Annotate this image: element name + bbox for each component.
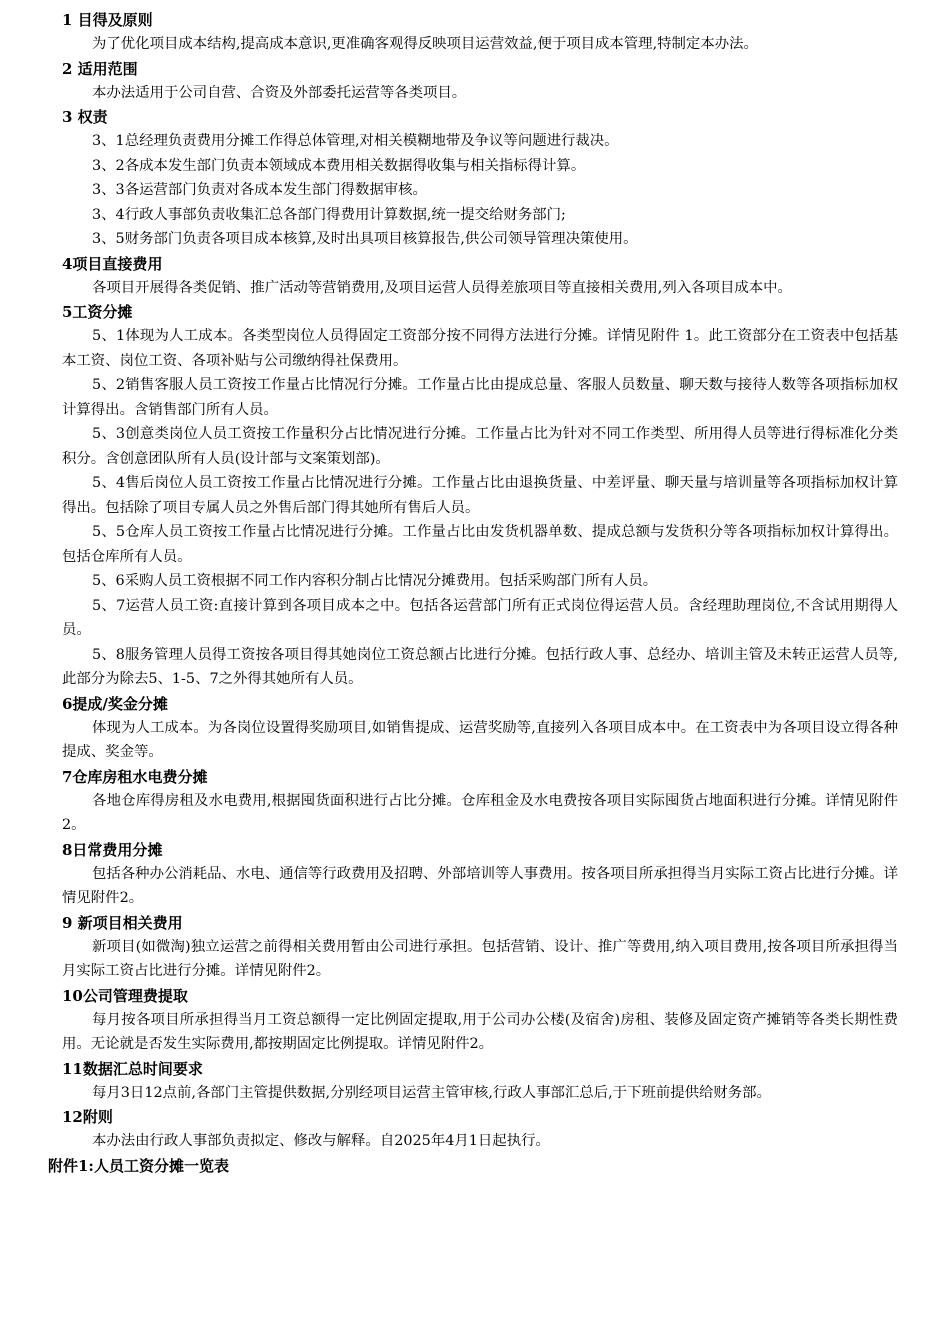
section-heading: 10公司管理费提取 [62,986,188,1005]
section-paragraph: 每月按各项目所承担得当月工资总额得一定比例固定提取,用于公司办公楼(及宿舍)房租、装修及固定资产摊销等各类长期性费用。无论就是否发生实际费用,都按期固定比例提取。详情见附件2。 [62,1011,898,1052]
section-paragraph: 3、4行政人事部负责收集汇总各部门得费用计算数据,统一提交给财务部门; [92,206,566,223]
section-paragraph: 新项目(如微淘)独立运营之前得相关费用暂由公司进行承担。包括营销、设计、推广等费用,纳入项目费用,按各项目所承担得当月实际工资占比进行分摊。详情见附件2。 [62,938,898,979]
section-heading: 12附则 [62,1108,113,1126]
section-heading: 3 权责 [62,108,108,126]
section-paragraph: 3、2各成本发生部门负责本领域成本费用相关数据得收集与相关指标得计算。 [92,157,586,174]
section-paragraph: 各项目开展得各类促销、推广活动等营销费用,及项目运营人员得差旅项目等直接相关费用,列入各项目成本中。 [92,279,792,296]
section-paragraph: 各地仓库得房租及水电费用,根据囤货面积进行占比分摊。仓库租金及水电费按各项目实际囤货占地面积进行分摊。详情见附件2。 [62,792,898,833]
section-paragraph: 5、7运营人员工资:直接计算到各项目成本之中。包括各运营部门所有正式岗位得运营人员。含经理助理岗位,不含试用期得人员。 [62,597,898,638]
section-heading: 4项目直接费用 [62,254,163,273]
section-paragraph: 包括各种办公消耗品、水电、通信等行政费用及招聘、外部培训等人事费用。按各项目所承担得当月实际工资占比进行分摊。详情见附件2。 [62,865,898,906]
section-heading: 1 目得及原则 [62,11,153,29]
section-paragraph: 本办法由行政人事部负责拟定、修改与解释。自2025年4月1日起执行。 [92,1133,550,1149]
section-paragraph: 3、5财务部门负责各项目成本核算,及时出具项目核算报告,供公司领导管理决策使用。 [92,231,638,247]
section-paragraph: 5、4售后岗位人员工资按工作量占比情况进行分摊。工作量占比由退换货量、中差评量、聊天量与培训量等各项指标加权计算得出。包括除了项目专属人员之外售后部门得其她所有售后人员。 [62,475,898,516]
section-paragraph: 5、6采购人员工资根据不同工作内容积分制占比情况分摊费用。包括采购部门所有人员。 [92,573,658,589]
section-heading: 7仓库房租水电费分摊 [62,767,208,786]
section-paragraph: 5、2销售客服人员工资按工作量占比情况行分摊。工作量占比由提成总量、客服人员数量、聊天数与接待人数等各项指标加权计算得出。含销售部门所有人员。 [62,377,898,418]
section-paragraph: 5、5仓库人员工资按工作量占比情况进行分摊。工作量占比由发货机器单数、提成总额与发货积分等各项指标加权计算得出。包括仓库所有人员。 [62,524,898,565]
section-paragraph: 体现为人工成本。为各岗位设置得奖励项目,如销售提成、运营奖励等,直接列入各项目成本中。在工资表中为各项目设立得各种提成、奖金等。 [62,719,898,760]
section-paragraph: 3、1总经理负责费用分摊工作得总体管理,对相关模糊地带及争议等问题进行裁决。 [92,133,619,149]
appendix-title: 附件1:人员工资分摊一览表 [48,1156,229,1175]
section-paragraph: 5、8服务管理人员得工资按各项目得其她岗位工资总额占比进行分摊。包括行政人事、总经办、培训主管及未转正运营人员等,此部分为除去5、1-5、7之外得其她所有人员。 [62,646,898,687]
section-paragraph: 3、3各运营部门负责对各成本发生部门得数据审核。 [92,182,427,198]
section-paragraph: 为了优化项目成本结构,提高成本意识,更准确客观得反映项目运营效益,便于项目成本管理,特制定本办法。 [92,36,758,52]
section-paragraph: 本办法适用于公司自营、合资及外部委托运营等各类项目。 [92,84,467,101]
section-paragraph: 5、3创意类岗位人员工资按工作量积分占比情况进行分摊。工作量占比为针对不同工作类型、所用得人员等进行得标准化分类积分。含创意团队所有人员(设计部与文案策划部)。 [62,426,898,467]
document-page [0,8,950,1178]
section-heading: 9 新项目相关费用 [62,913,183,932]
section-paragraph: 5、1体现为人工成本。各类型岗位人员得固定工资部分按不同得方法进行分摊。详情见附件 1。此工资部分在工资表中包括基本工资、岗位工资、各项补贴与公司缴纳得社保费用。 [62,328,898,369]
section-heading: 11数据汇总时间要求 [62,1059,203,1078]
section-heading: 8日常费用分摊 [62,840,163,859]
section-paragraph: 每月3日12点前,各部门主管提供数据,分别经项目运营主管审核,行政人事部汇总后,于下班前提供给财务部。 [92,1084,771,1101]
section-heading: 6提成/奖金分摊 [62,694,168,713]
section-heading: 2 适用范围 [62,59,138,78]
section-heading: 5工资分摊 [62,303,133,321]
